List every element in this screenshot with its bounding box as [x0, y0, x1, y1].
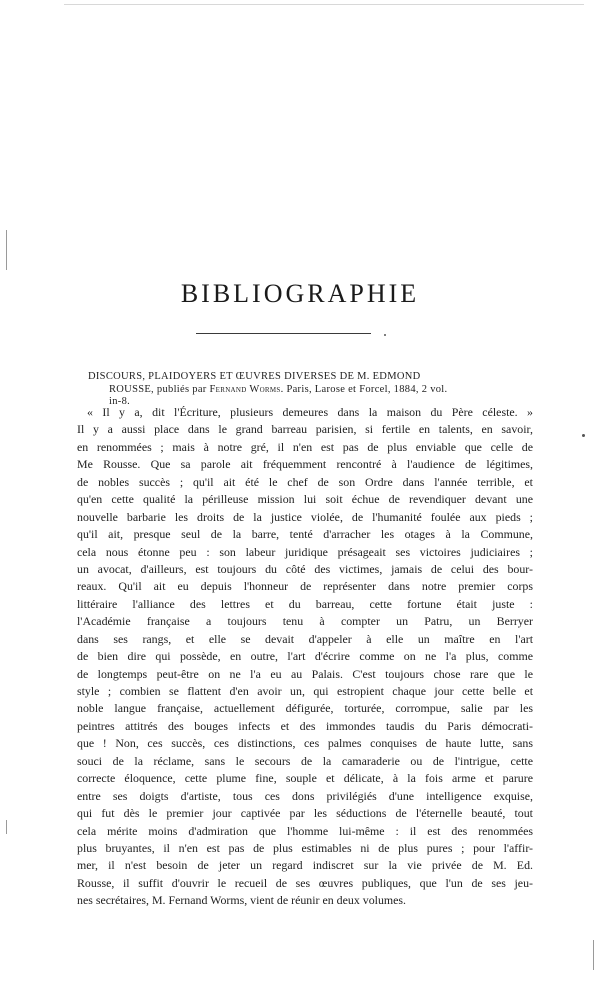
body-line: nouvelle barbarie les droits de la justice violée, de l'humanité foulée aux pieds ; [77, 509, 533, 524]
body-line: de longtemps peut-être on ne l'a eu au Palais. C'est toujours chose rare que le [77, 666, 533, 681]
reference-publication-phrase: publiés par [154, 383, 210, 395]
body-line: « Il y a, dit l'Écriture, plusieurs demeures dans la maison du Père céleste. » [87, 405, 533, 419]
title-underline-rule [196, 333, 371, 334]
right-margin-dot [582, 434, 585, 437]
reference-publisher: . Paris, Larose et Forcel, 1884, 2 vol. [280, 383, 448, 395]
body-line: qu'il ait, presque seul de la barre, tenté d'arracher les otages à la Commune, [77, 527, 533, 542]
body-line: reaux. Qu'il ait eu depuis l'honneur de représenter dans notre premier corps [77, 579, 533, 594]
body-line: littéraire l'alliance des lettres et du barreau, cette fortune était juste : [77, 596, 533, 611]
bibliographic-reference [88, 371, 528, 409]
body-line: peintres attitrés des bouges infects et des immondes taudis du Paris démocrati- [77, 718, 533, 733]
body-line: Rousse, il suffit d'ouvrir le recueil de ses œuvres publiques, que l'un de ses jeu- [77, 875, 533, 890]
body-line: mer, il n'est besoin de jeter un regard indiscret sur la vie privée de M. Ed. [77, 858, 533, 873]
reference-line-1: DISCOURS, PLAIDOYERS ET ŒUVRES DIVERSES DE M. EDMOND [88, 371, 421, 382]
body-line: que ! Non, ces succès, ces distinctions, ces palmes conquises de haute lutte, sans [77, 736, 533, 751]
body-line: qui fut dès le premier jour captivée par les séductions de l'éternelle beauté, tout [77, 806, 533, 821]
reference-editor: Fernand Worms [209, 383, 281, 395]
body-line: Me Rousse. Que sa parole ait fréquemment rencontré à l'audience de légitimes, [77, 457, 533, 472]
body-line: correcte éloquence, cette plume fine, souple et délicate, à la fois arme et parure [77, 771, 533, 786]
review-body-text [77, 404, 533, 910]
body-line: nes secrétaires, M. Fernand Worms, vient de réunir en deux volumes. [77, 893, 407, 908]
body-line: style ; combien se flattent d'en avoir un, qui estropient chaque jour cette belle et [77, 684, 533, 698]
body-line: en renommées ; mais à notre gré, il n'en est pas de plus enviable que celle de [77, 439, 533, 454]
body-line: de nobles succès ; qu'il ait été le chef de son Ordre dans l'année terrible, et [77, 474, 533, 489]
top-edge-rule [64, 4, 584, 5]
body-line: de bien dire qui possède, en outre, l'art d'écrire comme on ne l'a plus, comme [77, 649, 533, 664]
body-line: entre ses doigts d'artiste, tous ces dons privilégiés d'une intelligence exquise, [77, 788, 533, 803]
right-margin-mark [593, 940, 594, 970]
reference-line-3: in-8. [109, 396, 131, 407]
page-title: BIBLIOGRAPHIE [180, 279, 420, 308]
body-line: souci de la réclame, sans le secours de la camaraderie ou de l'intrigue, cette [77, 753, 533, 768]
body-line: qu'en cette qualité la périlleuse mission lui soit échue de revendiquer devant une [77, 492, 533, 507]
body-line: un avocat, d'ailleurs, est toujours du côté des victimes, jamais de celui des bour- [77, 561, 533, 576]
left-margin-mark [6, 230, 7, 270]
body-line: Il y a aussi place dans le grand barreau parisien, si fertile en talents, en savoir, [77, 422, 533, 437]
title-rule-dot [384, 334, 386, 336]
left-margin-mark-lower [6, 820, 7, 834]
body-line: plus bruyantes, il n'en est pas de plus estimables ni de plus pures ; pour l'affir- [77, 840, 533, 855]
body-line: l'Académie française a toujours tenu à compter un Patru, un Berryer [77, 614, 533, 629]
reference-author: ROUSSE, [109, 383, 154, 395]
body-line: noble langue française, actuellement défigurée, torturée, corrompue, salie par les [77, 701, 533, 716]
body-line: dans ses rangs, et elle se devait d'appeler à elle un maître en l'art [77, 631, 533, 646]
body-line: cela mérite moins d'admiration que l'homme lui-même : il est des renommées [77, 823, 533, 838]
body-line: cela nous étonne peu : son labeur juridique présageait ses victoires judiciaires ; [77, 544, 533, 559]
reference-line-2 [88, 384, 528, 397]
